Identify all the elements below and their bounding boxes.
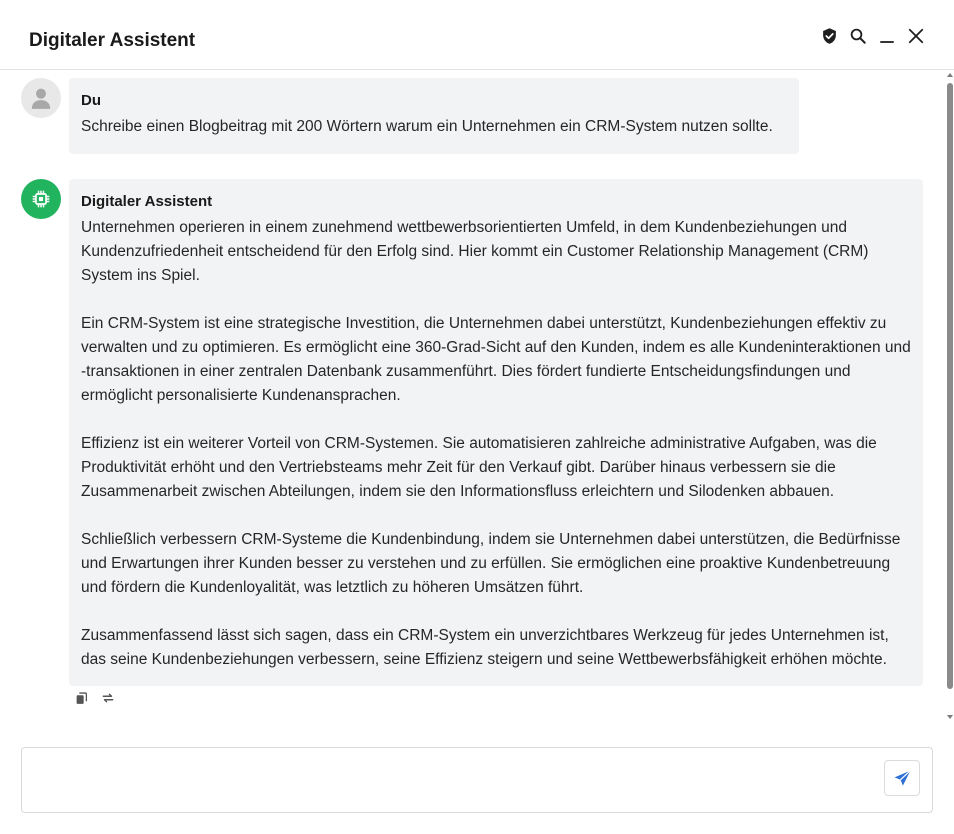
send-button[interactable]	[884, 760, 920, 796]
send-icon	[893, 769, 912, 788]
message-text: Schreibe einen Blogbeitrag mit 200 Wörtern warum ein Unternehmen ein CRM-System nutzen sollte.	[81, 118, 773, 135]
search-icon[interactable]	[848, 26, 868, 46]
chip-icon	[31, 189, 51, 209]
chat-history[interactable]	[0, 71, 946, 723]
regenerate-icon[interactable]	[101, 691, 115, 705]
message-composer	[21, 747, 933, 813]
assistant-avatar	[21, 179, 61, 219]
header-icon-group	[819, 26, 926, 46]
assistant-message-bubble	[69, 179, 923, 686]
scroll-down-arrow-icon[interactable]	[947, 715, 953, 719]
user-message-bubble	[69, 78, 799, 154]
close-icon[interactable]	[906, 26, 926, 46]
message-text: Unternehmen operieren in einem zunehmend wettbewerbsorientierten Umfeld, in dem Kundenbeziehungen und Kundenzufriedenheit entscheidend für den Erfolg sind. Hier kommt ein Customer Relationship Management (CRM) System ins Spiel. Ein CRM-System ist eine strategische Investition, die Unternehmen dabei unterstützt, Kundenbeziehungen effektiv zu verwalten und zu optimieren. Es ermöglicht eine 360-Grad-Sicht auf den Kunden, indem es alle Kundeninteraktionen und -transaktionen in einer zentralen Datenbank zusammenführt. Dies fördert fundierte Entscheidungsfindungen und ermöglicht personalisierte Kundenansprachen. Effizienz ist ein weiterer Vorteil von CRM-Systemen. Sie automatisieren zahlreiche administrative Aufgaben, was die Produktivität erhöht und den Vertriebsteams mehr Zeit für den Verkauf gibt. Darüber hinaus verbessern sie die Zusammenarbeit zwischen Abteilungen, indem sie den Informationsfluss erleichtern und Silodenken abbauen. Schließlich verbessern CRM-Systeme die Kundenbindung, indem sie Unternehmen dabei unterstützen, die Bedürfnisse und Erwartungen ihrer Kunden besser zu verstehen und zu erfüllen. Sie ermöglichen eine proaktive Kundenbetreuung und fördern die Kundenloyalität, was letztlich zu höheren Umsätzen führt. Zusammenfassend lässt sich sagen, dass ein CRM-System ein unverzichtbares Werkzeug für jedes Unternehmen ist, das seine Kundenbeziehungen verbessern, seine Effizienz steigern und seine Wettbewerbsfähigkeit erhöhen möchte.	[81, 219, 911, 668]
message-sender: Du	[81, 92, 101, 109]
message-sender: Digitaler Assistent	[81, 193, 213, 210]
scroll-thumb[interactable]	[947, 83, 953, 689]
person-icon	[28, 85, 54, 111]
message-actions	[74, 691, 115, 705]
shield-check-icon[interactable]	[819, 26, 839, 46]
user-avatar	[21, 78, 61, 118]
header-title: Digitaler Assistent	[29, 30, 196, 51]
message-input[interactable]	[32, 758, 872, 802]
copy-icon[interactable]	[74, 691, 88, 705]
scroll-up-arrow-icon[interactable]	[947, 73, 953, 77]
minimize-icon[interactable]	[877, 26, 897, 46]
chat-scrollbar[interactable]	[946, 71, 954, 723]
chat-header	[0, 0, 954, 70]
